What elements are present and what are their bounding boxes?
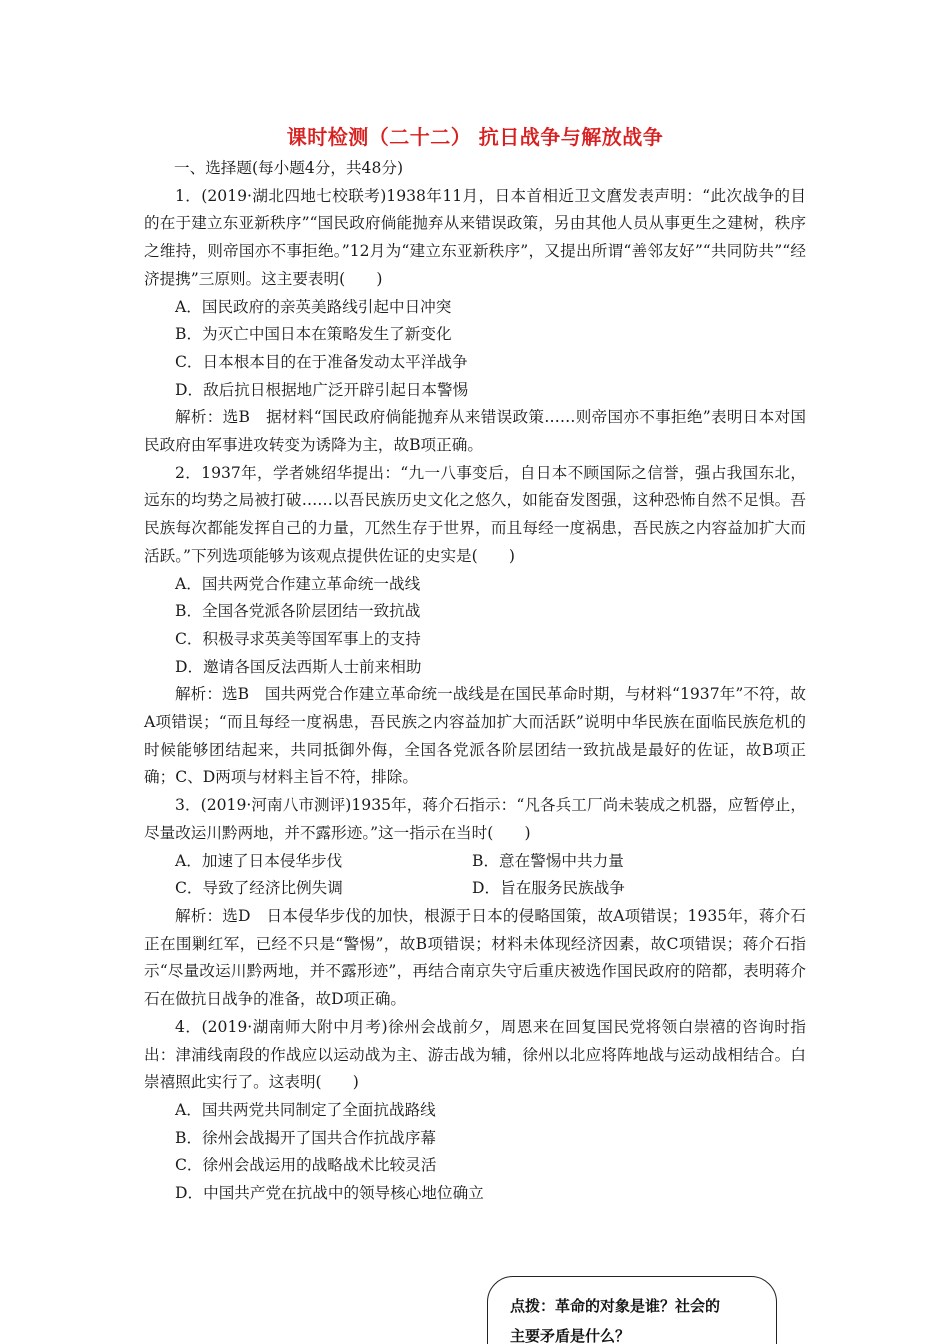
question-1-option-a: A．国民政府的亲英美路线引起中日冲突: [175, 297, 452, 316]
question-4-stem: 4．(2019·湖南师大附中月考)徐州会战前夕，周恩来在回复国民党将领白崇禧的咨询时指出：津浦线南段的作战应以运动战为主、游击战为辅，徐州以北应将阵地战与运动战相结合。白崇禧照此实行了。这表明( ): [144, 1017, 806, 1092]
question-3-option-a: A．加速了日本侵华步伐: [175, 851, 343, 870]
question-4-option-c: C．徐州会战运用的战略战术比较灵活: [175, 1156, 437, 1175]
hint-note-line-2: 主要矛盾是什么？: [510, 1327, 631, 1344]
question-1-option-d: D．敌后抗日根据地广泛开辟引起日本警惕: [175, 380, 469, 399]
hint-note-box: [487, 1276, 777, 1344]
question-4-option-d: D．中国共产党在抗战中的领导核心地位确立: [175, 1184, 484, 1203]
question-2-option-a: A．国共两党合作建立革命统一战线: [175, 574, 421, 593]
question-3-stem: 3．(2019·河南八市测评)1935年，蒋介石指示：“凡各兵工厂尚未装成之机器，应暂停止，尽量改运川黔两地，并不露形迹。”这一指示在当时( ): [144, 796, 806, 842]
section-heading: 一、选择题(每小题4分，共48分): [174, 159, 404, 177]
question-1-analysis: 解析：选B 据材料“国民政府倘能抛弃从来错误政策……则帝国亦不事拒绝”表明日本对国民政府由军事进攻转变为诱降为主，故B项正确。: [144, 408, 806, 455]
question-content: [144, 155, 806, 1208]
question-2-option-b: B．全国各党派各阶层团结一致抗战: [175, 602, 421, 621]
question-3-option-b: B．意在警惕中共力量: [472, 851, 624, 870]
question-3-option-c: C．导致了经济比例失调: [175, 879, 343, 898]
question-4-option-a: A．国共两党共同制定了全面抗战路线: [175, 1100, 436, 1119]
question-4-option-b: B．徐州会战揭开了国共合作抗战序幕: [175, 1128, 436, 1147]
question-1-option-b: B．为灭亡中国日本在策略发生了新变化: [175, 325, 452, 344]
question-2-option-d: D．邀请各国反法西斯人士前来相助: [175, 657, 422, 676]
question-1-option-c: C．日本根本目的在于准备发动太平洋战争: [175, 352, 468, 371]
question-2-stem: 2．1937年，学者姚绍华提出：“九一八事变后，自日本不顾国际之信誉，强占我国东北，远东的均势之局被打破……以吾民族历史文化之悠久，如能奋发图强，这种恐怖自然不足惧。吾民族每次都能发挥自己的力量，兀然生存于世界，而且每经一度祸患，吾民族之内容益加扩大而活跃。”下列选项能够为该观点提供佐证的史实是( ): [144, 463, 806, 565]
question-3-options-row-1: [144, 848, 806, 876]
question-1-stem: 1．(2019·湖北四地七校联考)1938年11月，日本首相近卫文麿发表声明：“此次战争的目的在于建立东亚新秩序”“国民政府倘能抛弃从来错误政策，另由其他人员从事更生之建树，秩序之维持，则帝国亦不事拒绝。”12月为“建立东亚新秩序”，又提出所谓“善邻友好”“共同防共”“经济提携”三原则。这主要表明( ): [144, 186, 806, 288]
page-title: 课时检测（二十二） 抗日战争与解放战争: [286, 125, 664, 149]
question-2-analysis: 解析：选B 国共两党合作建立革命统一战线是在国民革命时期，与材料“1937年”不符，故A项错误；“而且每经一度祸患，吾民族之内容益加扩大而活跃”说明中华民族在面临民族危机的时候能够团结起来，共同抵御外侮，全国各党派各阶层团结一致抗战是最好的佐证，故B项正确；C、D两项与材料主旨不符，排除。: [144, 685, 806, 787]
question-3-option-d: D．旨在服务民族战争: [472, 879, 625, 898]
hint-note-line-1: 点拨：革命的对象是谁？社会的: [510, 1297, 721, 1315]
question-3-analysis: 解析：选D 日本侵华步伐的加快，根源于日本的侵略国策，故A项错误；1935年，蒋介石正在围剿红军，已经不只是“警惕”，故B项错误；材料未体现经济因素，故C项错误；蒋介石指示“尽量改运川黔两地，并不露形迹”，再结合南京失守后重庆被选作国民政府的陪都，表明蒋介石在做抗日战争的准备，故D项正确。: [144, 906, 806, 1009]
question-2-option-c: C．积极寻求英美等国军事上的支持: [175, 629, 421, 648]
question-3-options-row-2: [144, 875, 806, 903]
